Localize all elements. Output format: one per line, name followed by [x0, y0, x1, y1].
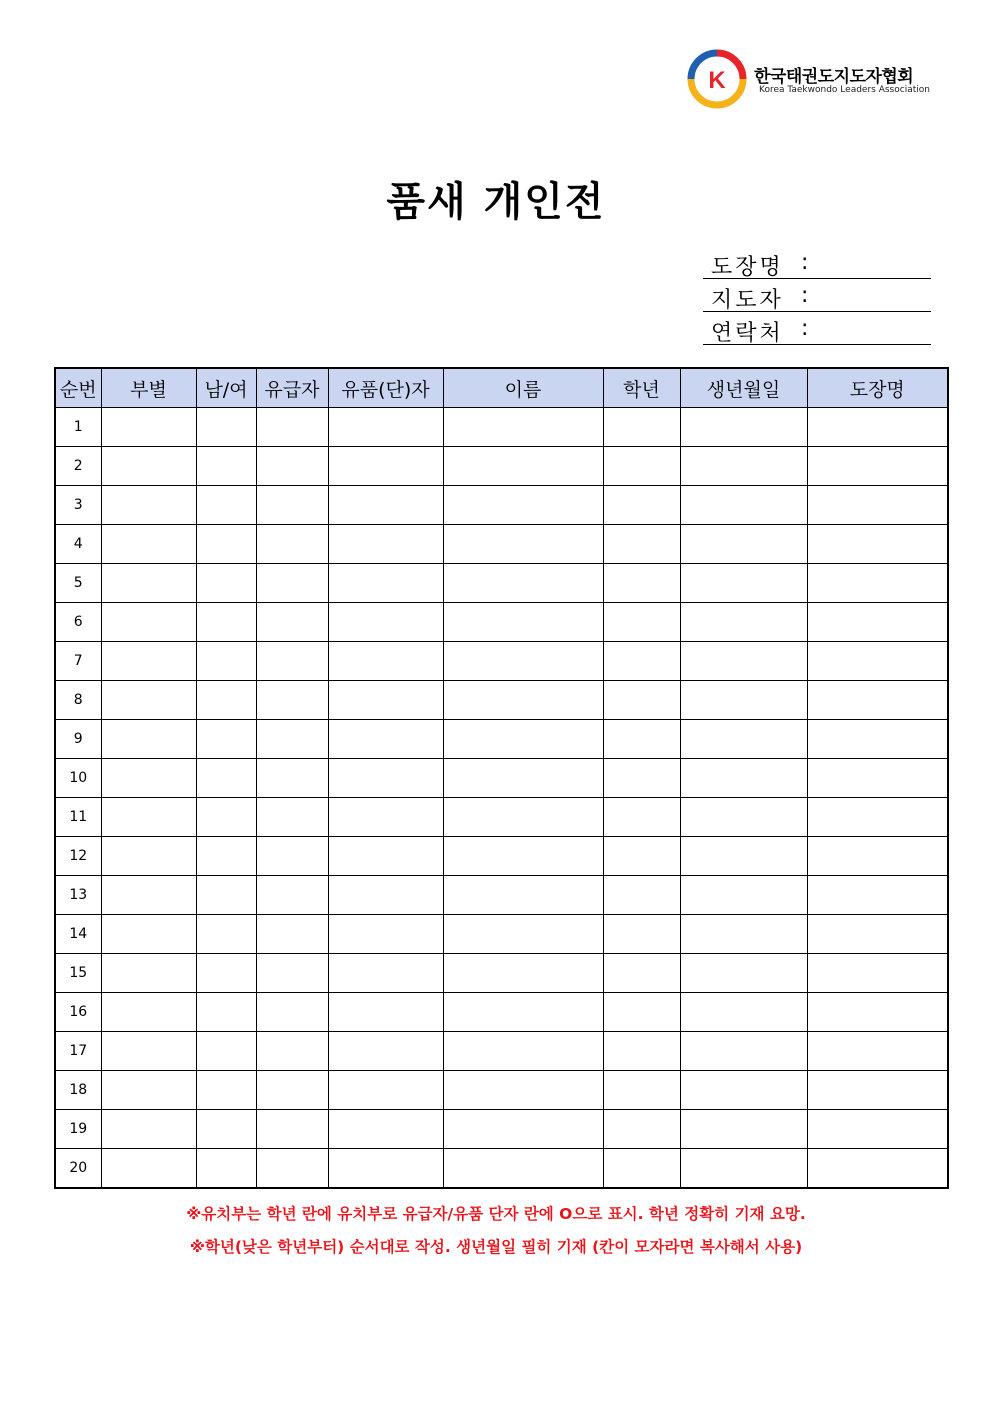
poom-dan-cell[interactable]	[328, 408, 443, 447]
poom-dan-cell[interactable]	[328, 1149, 443, 1189]
colon: :	[801, 283, 809, 308]
column-header-kup: 유급자	[256, 368, 328, 408]
gender-cell[interactable]	[196, 720, 256, 759]
column-header-poom-dan: 유품(단)자	[328, 368, 443, 408]
column-header-name: 이름	[443, 368, 603, 408]
gender-cell[interactable]	[196, 1110, 256, 1149]
dojang-cell[interactable]	[807, 720, 948, 759]
column-header-no: 순번	[55, 368, 101, 408]
row-number: 20	[55, 1149, 101, 1189]
poom-dan-cell[interactable]	[328, 993, 443, 1032]
division-cell[interactable]	[101, 759, 196, 798]
grade-cell[interactable]	[603, 993, 680, 1032]
gender-cell[interactable]	[196, 486, 256, 525]
kup-cell[interactable]	[256, 525, 328, 564]
contact-label: 연락처	[711, 321, 784, 346]
grade-cell[interactable]	[603, 408, 680, 447]
gender-cell[interactable]	[196, 837, 256, 876]
gender-cell[interactable]	[196, 915, 256, 954]
poom-dan-cell[interactable]	[328, 525, 443, 564]
row-number: 14	[55, 915, 101, 954]
table-row	[55, 798, 948, 837]
birthdate-cell[interactable]	[680, 1032, 807, 1071]
name-cell[interactable]	[443, 798, 603, 837]
poom-dan-cell[interactable]	[328, 486, 443, 525]
row-number: 17	[55, 1032, 101, 1071]
name-cell[interactable]	[443, 486, 603, 525]
table-row	[55, 486, 948, 525]
birthdate-cell[interactable]	[680, 993, 807, 1032]
dojang-cell[interactable]	[807, 1032, 948, 1071]
row-number: 13	[55, 876, 101, 915]
division-cell[interactable]	[101, 1149, 196, 1189]
table-row	[55, 1110, 948, 1149]
kup-cell[interactable]	[256, 447, 328, 486]
division-cell[interactable]	[101, 408, 196, 447]
grade-cell[interactable]	[603, 1149, 680, 1189]
division-cell[interactable]	[101, 954, 196, 993]
table-row	[55, 915, 948, 954]
name-cell[interactable]	[443, 1149, 603, 1189]
row-number: 2	[55, 447, 101, 486]
birthdate-cell[interactable]	[680, 1149, 807, 1189]
birthdate-cell[interactable]	[680, 759, 807, 798]
poom-dan-cell[interactable]	[328, 1071, 443, 1110]
kup-cell[interactable]	[256, 993, 328, 1032]
gender-cell[interactable]	[196, 408, 256, 447]
name-cell[interactable]	[443, 603, 603, 642]
table-header-row	[55, 368, 948, 408]
division-cell[interactable]	[101, 993, 196, 1032]
poom-dan-cell[interactable]	[328, 447, 443, 486]
name-cell[interactable]	[443, 954, 603, 993]
row-number: 12	[55, 837, 101, 876]
grade-cell[interactable]	[603, 525, 680, 564]
table-row	[55, 447, 948, 486]
association-name-korean: 한국태권도지도자협회	[754, 67, 914, 87]
birthdate-cell[interactable]	[680, 798, 807, 837]
grade-cell[interactable]	[603, 954, 680, 993]
name-cell[interactable]	[443, 837, 603, 876]
kup-cell[interactable]	[256, 1071, 328, 1110]
dojang-cell[interactable]	[807, 1110, 948, 1149]
poom-dan-cell[interactable]	[328, 759, 443, 798]
division-cell[interactable]	[101, 681, 196, 720]
table-row	[55, 720, 948, 759]
poom-dan-cell[interactable]	[328, 837, 443, 876]
poom-dan-cell[interactable]	[328, 1110, 443, 1149]
row-number: 11	[55, 798, 101, 837]
grade-cell[interactable]	[603, 447, 680, 486]
instructor-label: 지도자	[711, 288, 784, 313]
row-number: 9	[55, 720, 101, 759]
gender-cell[interactable]	[196, 993, 256, 1032]
kup-cell[interactable]	[256, 564, 328, 603]
division-cell[interactable]	[101, 1071, 196, 1110]
name-cell[interactable]	[443, 759, 603, 798]
dojang-cell[interactable]	[807, 564, 948, 603]
table-row	[55, 525, 948, 564]
name-cell[interactable]	[443, 447, 603, 486]
division-cell[interactable]	[101, 876, 196, 915]
kup-cell[interactable]	[256, 798, 328, 837]
division-cell[interactable]	[101, 486, 196, 525]
birthdate-cell[interactable]	[680, 564, 807, 603]
table-row	[55, 564, 948, 603]
poom-dan-cell[interactable]	[328, 876, 443, 915]
grade-cell[interactable]	[603, 720, 680, 759]
division-cell[interactable]	[101, 642, 196, 681]
division-cell[interactable]	[101, 837, 196, 876]
kup-cell[interactable]	[256, 1110, 328, 1149]
association-logo	[686, 48, 946, 110]
poom-dan-cell[interactable]	[328, 603, 443, 642]
grade-cell[interactable]	[603, 876, 680, 915]
birthdate-cell[interactable]	[680, 1071, 807, 1110]
note-line-1: ※유치부는 학년 란에 유치부로 유급자/유품 단자 란에 O으로 표시. 학년 정확히 기재 요망.	[186, 1205, 806, 1223]
kup-cell[interactable]	[256, 408, 328, 447]
grade-cell[interactable]	[603, 915, 680, 954]
poom-dan-cell[interactable]	[328, 642, 443, 681]
grade-cell[interactable]	[603, 564, 680, 603]
gender-cell[interactable]	[196, 642, 256, 681]
entry-table	[54, 367, 949, 1189]
row-number: 3	[55, 486, 101, 525]
birthdate-cell[interactable]	[680, 954, 807, 993]
table-row	[55, 1032, 948, 1071]
column-header-grade: 학년	[603, 368, 680, 408]
row-number: 16	[55, 993, 101, 1032]
grade-cell[interactable]	[603, 486, 680, 525]
division-cell[interactable]	[101, 1032, 196, 1071]
name-cell[interactable]	[443, 1032, 603, 1071]
poom-dan-cell[interactable]	[328, 564, 443, 603]
table-row	[55, 876, 948, 915]
name-cell[interactable]	[443, 993, 603, 1032]
gender-cell[interactable]	[196, 564, 256, 603]
row-number: 8	[55, 681, 101, 720]
row-number: 18	[55, 1071, 101, 1110]
column-header-gender: 남/여	[196, 368, 256, 408]
name-cell[interactable]	[443, 876, 603, 915]
birthdate-cell[interactable]	[680, 876, 807, 915]
kup-cell[interactable]	[256, 915, 328, 954]
gender-cell[interactable]	[196, 798, 256, 837]
gender-cell[interactable]	[196, 681, 256, 720]
dojang-cell[interactable]	[807, 525, 948, 564]
kup-cell[interactable]	[256, 837, 328, 876]
gender-cell[interactable]	[196, 525, 256, 564]
poom-dan-cell[interactable]	[328, 1032, 443, 1071]
birthdate-cell[interactable]	[680, 1110, 807, 1149]
division-cell[interactable]	[101, 525, 196, 564]
poom-dan-cell[interactable]	[328, 720, 443, 759]
table-row	[55, 954, 948, 993]
gender-cell[interactable]	[196, 1032, 256, 1071]
dojang-cell[interactable]	[807, 993, 948, 1032]
row-number: 4	[55, 525, 101, 564]
name-cell[interactable]	[443, 1110, 603, 1149]
gender-cell[interactable]	[196, 876, 256, 915]
column-header-birthdate: 생년월일	[680, 368, 807, 408]
dojang-cell[interactable]	[807, 759, 948, 798]
kup-cell[interactable]	[256, 954, 328, 993]
dojang-cell[interactable]	[807, 603, 948, 642]
birthdate-cell[interactable]	[680, 681, 807, 720]
kup-cell[interactable]	[256, 876, 328, 915]
dojang-cell[interactable]	[807, 876, 948, 915]
kup-cell[interactable]	[256, 642, 328, 681]
kup-cell[interactable]	[256, 1149, 328, 1189]
division-cell[interactable]	[101, 915, 196, 954]
name-cell[interactable]	[443, 1071, 603, 1110]
gender-cell[interactable]	[196, 603, 256, 642]
table-row	[55, 603, 948, 642]
birthdate-cell[interactable]	[680, 915, 807, 954]
poom-dan-cell[interactable]	[328, 681, 443, 720]
colon: :	[801, 316, 809, 341]
row-number: 15	[55, 954, 101, 993]
grade-cell[interactable]	[603, 1071, 680, 1110]
birthdate-cell[interactable]	[680, 642, 807, 681]
grade-cell[interactable]	[603, 603, 680, 642]
kup-cell[interactable]	[256, 759, 328, 798]
column-header-division: 부별	[101, 368, 196, 408]
dojang-cell[interactable]	[807, 681, 948, 720]
name-cell[interactable]	[443, 525, 603, 564]
table-row	[55, 1149, 948, 1189]
association-name-english: Korea Taekwondo Leaders Association	[759, 85, 930, 95]
gender-cell[interactable]	[196, 759, 256, 798]
grade-cell[interactable]	[603, 1032, 680, 1071]
logo-letter: K	[708, 67, 726, 94]
grade-cell[interactable]	[603, 837, 680, 876]
division-cell[interactable]	[101, 1110, 196, 1149]
dojang-cell[interactable]	[807, 915, 948, 954]
kup-cell[interactable]	[256, 1032, 328, 1071]
grade-cell[interactable]	[603, 642, 680, 681]
kup-cell[interactable]	[256, 681, 328, 720]
division-cell[interactable]	[101, 720, 196, 759]
row-number: 5	[55, 564, 101, 603]
row-number: 1	[55, 408, 101, 447]
name-cell[interactable]	[443, 642, 603, 681]
poom-dan-cell[interactable]	[328, 915, 443, 954]
instructor-field[interactable]	[703, 279, 931, 312]
division-cell[interactable]	[101, 603, 196, 642]
info-fields	[703, 246, 931, 345]
row-number: 6	[55, 603, 101, 642]
division-cell[interactable]	[101, 798, 196, 837]
row-number: 19	[55, 1110, 101, 1149]
note-line-2: ※학년(낮은 학년부터) 순서대로 작성. 생년월일 필히 기재 (칸이 모자라면 복사해서 사용)	[189, 1238, 803, 1256]
birthdate-cell[interactable]	[680, 837, 807, 876]
birthdate-cell[interactable]	[680, 447, 807, 486]
dojang-cell[interactable]	[807, 1149, 948, 1189]
dojang-cell[interactable]	[807, 486, 948, 525]
birthdate-cell[interactable]	[680, 486, 807, 525]
name-cell[interactable]	[443, 681, 603, 720]
gender-cell[interactable]	[196, 1071, 256, 1110]
row-number: 7	[55, 642, 101, 681]
grade-cell[interactable]	[603, 681, 680, 720]
table-row	[55, 408, 948, 447]
gender-cell[interactable]	[196, 447, 256, 486]
dojang-cell[interactable]	[807, 642, 948, 681]
birthdate-cell[interactable]	[680, 525, 807, 564]
kup-cell[interactable]	[256, 603, 328, 642]
name-cell[interactable]	[443, 915, 603, 954]
grade-cell[interactable]	[603, 798, 680, 837]
dojang-cell[interactable]	[807, 1071, 948, 1110]
name-cell[interactable]	[443, 564, 603, 603]
name-cell[interactable]	[443, 408, 603, 447]
birthdate-cell[interactable]	[680, 408, 807, 447]
dojang-cell[interactable]	[807, 954, 948, 993]
dojang-cell[interactable]	[807, 408, 948, 447]
poom-dan-cell[interactable]	[328, 954, 443, 993]
table-body	[55, 408, 948, 1189]
division-cell[interactable]	[101, 564, 196, 603]
dojang-name-label: 도장명	[711, 255, 784, 280]
name-cell[interactable]	[443, 720, 603, 759]
kup-cell[interactable]	[256, 486, 328, 525]
gender-cell[interactable]	[196, 1149, 256, 1189]
colon: :	[801, 250, 809, 275]
birthdate-cell[interactable]	[680, 720, 807, 759]
table-row	[55, 642, 948, 681]
dojang-name-field[interactable]	[703, 246, 931, 279]
gender-cell[interactable]	[196, 954, 256, 993]
division-cell[interactable]	[101, 447, 196, 486]
dojang-cell[interactable]	[807, 798, 948, 837]
table-row	[55, 1071, 948, 1110]
page-title: 품새 개인전	[386, 179, 606, 225]
table-row	[55, 681, 948, 720]
table-row	[55, 837, 948, 876]
grade-cell[interactable]	[603, 1110, 680, 1149]
contact-field[interactable]	[703, 312, 931, 345]
notes	[0, 1200, 992, 1266]
table-row	[55, 759, 948, 798]
table-row	[55, 993, 948, 1032]
dojang-cell[interactable]	[807, 447, 948, 486]
poom-dan-cell[interactable]	[328, 798, 443, 837]
birthdate-cell[interactable]	[680, 603, 807, 642]
column-header-dojang: 도장명	[807, 368, 948, 408]
dojang-cell[interactable]	[807, 837, 948, 876]
grade-cell[interactable]	[603, 759, 680, 798]
kup-cell[interactable]	[256, 720, 328, 759]
association-emblem-icon	[686, 48, 748, 110]
row-number: 10	[55, 759, 101, 798]
